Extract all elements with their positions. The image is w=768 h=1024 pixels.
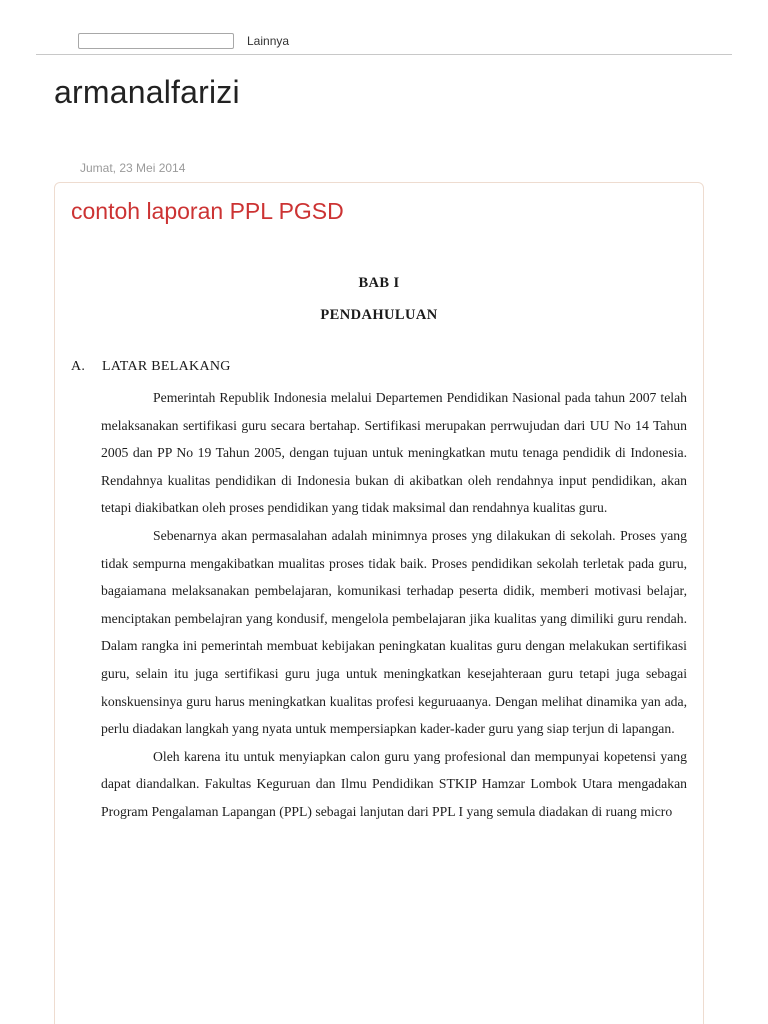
body-paragraph-2: Sebenarnya akan permasalahan adalah minimnya proses yng dilakukan di sekolah. Proses yang tidak sempurna mengakibatkan mualitas proses tidak baik. Proses pendidikan sekolah terletak pada guru, bagaiamana melaksanakan pembelajaran, komunikasi terhadap peserta didik, memberi motivasi belajar, menciptakan pembelajran yang kondusif, mengelola pembelajaran jika kualitas yang dimiliki guru rendah. Dalam rangka ini pemerintah membuat kebijakan peningkatan kualitas guru dengan melakukan sertifikasi guru, selain itu juga sertifikasi guru juga untuk meningkatkan kesejahteraan guru tetapi juga sebagai konskuensinya guru harus meningkatkan kualitas profesi keguruaanya. Dengan melihat dinamika yan ada, perlu diadakan langkah yang nyata untuk mempersiapkan kader-kader guru yang siap terjun di lapangan. xyxy=(101,527,687,737)
chapter-title: PENDAHULUAN xyxy=(320,307,438,323)
section-number: A. xyxy=(71,359,86,374)
body-paragraph-1: Pemerintah Republik Indonesia melalui Departemen Pendidikan Nasional pada tahun 2007 telah melaksanakan sertifikasi guru secara bertahap. Sertifikasi merupakan perrwujudan dari UU No 14 Tahun 2005 dan PP No 19 Tahun 2005, dengan tujuan untuk meningkatkan mutu tenaga pendidik di Indonesia. Rendahnya kualitas pendidikan di Indonesia bukan di akibatkan oleh rendahnya input pendidikan, akan tetapi diakibatkan oleh proses pendidikan yang tidak maksimal dan rendahnya kualitas guru. xyxy=(101,390,687,516)
body-paragraph-3: Oleh karena itu untuk menyiapkan calon guru yang profesional dan mempunyai kopetensi yang dapat diandalkan. Fakultas Keguruan dan Ilmu Pendidikan STKIP Hamzar Lombok Utara mengadakan Program Pengalaman Lapangan (PPL) sebagai lanjutan dari PPL I yang semula diadakan di ruang micro xyxy=(101,748,687,819)
post-title[interactable]: contoh laporan PPL PGSD xyxy=(71,198,344,224)
post-body xyxy=(101,384,687,826)
blog-title[interactable]: armanalfarizi xyxy=(54,74,240,110)
post-date: Jumat, 23 Mei 2014 xyxy=(80,161,186,175)
more-menu-link[interactable]: Lainnya xyxy=(247,34,290,48)
top-navbar xyxy=(36,30,732,55)
section-heading xyxy=(71,359,231,375)
post-card xyxy=(54,182,704,1024)
section-title: LATAR BELAKANG xyxy=(102,359,231,374)
search-input[interactable] xyxy=(78,33,234,49)
chapter-label: BAB I xyxy=(358,275,400,291)
